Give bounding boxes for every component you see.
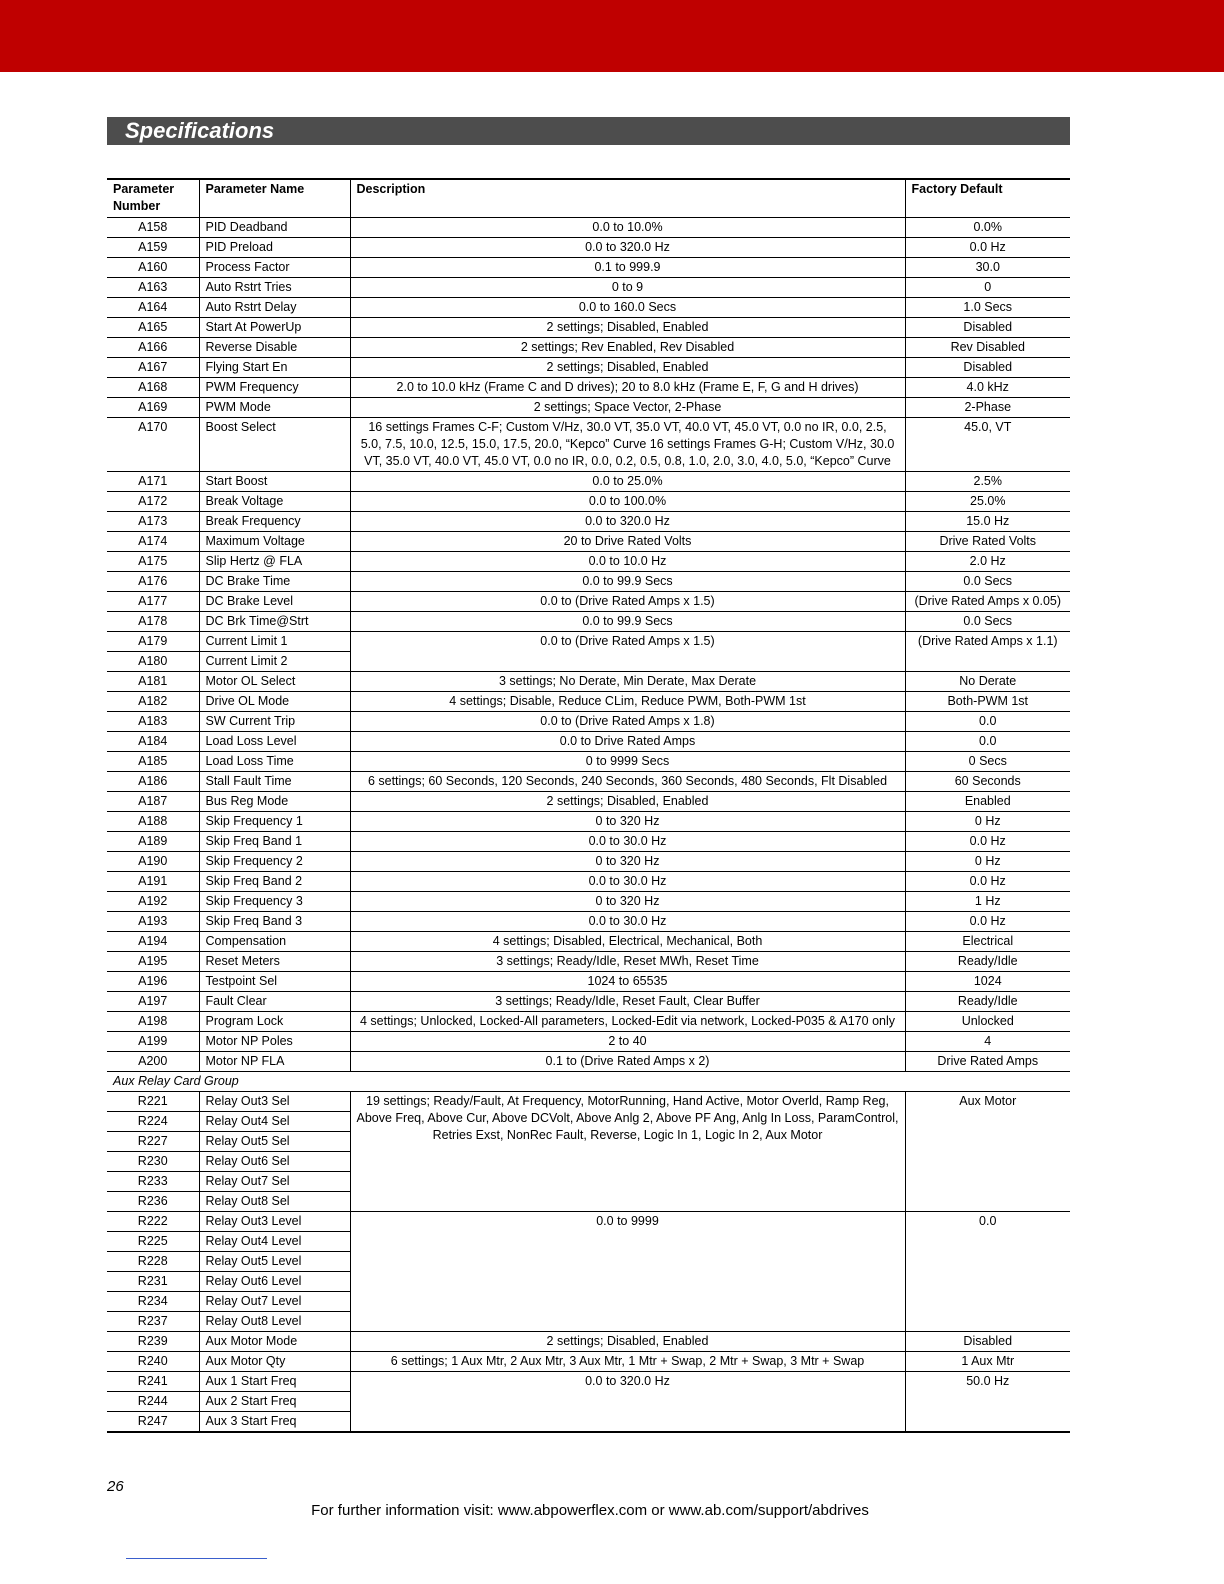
- parameter-description: 0.0 to (Drive Rated Amps x 1.5): [350, 592, 905, 612]
- parameter-name: Program Lock: [199, 1012, 350, 1032]
- parameter-description: 0.0 to 10.0 Hz: [350, 552, 905, 572]
- parameter-description: 19 settings; Ready/Fault, At Frequency, MotorRunning, Hand Active, Motor Overld, Ramp Reg, Above Freq, Above Cur, Above DCVolt, Above Anlg 2, Above PF Ang, Anlg In Loss, ParamControl, Retries Exst, NonRec Fault, Reverse, Logic In 1, Logic In 2, Aux Motor: [350, 1092, 905, 1212]
- parameter-name: PWM Mode: [199, 398, 350, 418]
- parameter-number: A197: [107, 992, 199, 1012]
- parameter-description: 0.0 to 9999: [350, 1212, 905, 1332]
- table-row: [107, 492, 1070, 512]
- factory-default: 0.0 Hz: [905, 832, 1070, 852]
- parameter-name: Maximum Voltage: [199, 532, 350, 552]
- parameter-description: 2 settings; Disabled, Enabled: [350, 358, 905, 378]
- parameter-number: A191: [107, 872, 199, 892]
- parameter-name: Aux Motor Mode: [199, 1332, 350, 1352]
- parameter-name: Relay Out5 Level: [199, 1252, 350, 1272]
- parameter-number: R240: [107, 1352, 199, 1372]
- table-row: [107, 732, 1070, 752]
- table-row: [107, 1052, 1070, 1072]
- parameter-number: R241: [107, 1372, 199, 1392]
- parameter-description: 0.0 to 99.9 Secs: [350, 612, 905, 632]
- parameter-name: Relay Out3 Level: [199, 1212, 350, 1232]
- parameter-number: R228: [107, 1252, 199, 1272]
- parameter-name: Fault Clear: [199, 992, 350, 1012]
- table-row: [107, 672, 1070, 692]
- parameter-number: A181: [107, 672, 199, 692]
- parameter-name: Slip Hertz @ FLA: [199, 552, 350, 572]
- factory-default: 25.0%: [905, 492, 1070, 512]
- factory-default: 0.0: [905, 712, 1070, 732]
- parameter-description: 2.0 to 10.0 kHz (Frame C and D drives); 20 to 8.0 kHz (Frame E, F, G and H drives): [350, 378, 905, 398]
- factory-default: 2.5%: [905, 472, 1070, 492]
- factory-default: Unlocked: [905, 1012, 1070, 1032]
- parameter-number: A184: [107, 732, 199, 752]
- factory-default: 0.0 Hz: [905, 872, 1070, 892]
- parameter-number: A169: [107, 398, 199, 418]
- parameter-description: 0.0 to 160.0 Secs: [350, 298, 905, 318]
- table-row: [107, 752, 1070, 772]
- parameter-name: Break Voltage: [199, 492, 350, 512]
- factory-default: 0.0 Secs: [905, 572, 1070, 592]
- factory-default: 4.0 kHz: [905, 378, 1070, 398]
- factory-default: 2.0 Hz: [905, 552, 1070, 572]
- table-row: [107, 472, 1070, 492]
- table-row: [107, 1372, 1070, 1392]
- parameter-number: R227: [107, 1132, 199, 1152]
- parameter-number: R230: [107, 1152, 199, 1172]
- col-header-parameter-number: Parameter Number: [107, 179, 199, 218]
- parameter-number: A166: [107, 338, 199, 358]
- parameter-number: A188: [107, 812, 199, 832]
- parameter-number: A159: [107, 238, 199, 258]
- parameter-name: Start Boost: [199, 472, 350, 492]
- table-row: [107, 932, 1070, 952]
- parameter-name: Compensation: [199, 932, 350, 952]
- parameter-number: A185: [107, 752, 199, 772]
- parameter-description: 0.0 to 320.0 Hz: [350, 238, 905, 258]
- factory-default: 1.0 Secs: [905, 298, 1070, 318]
- table-row: [107, 318, 1070, 338]
- parameter-number: R225: [107, 1232, 199, 1252]
- table-row: [107, 278, 1070, 298]
- parameter-description: 0.0 to 25.0%: [350, 472, 905, 492]
- footer-text: For further information visit: www.abpowerflex.com or www.ab.com/support/abdrives: [311, 1502, 869, 1519]
- table-row: [107, 358, 1070, 378]
- parameter-description: 0.0 to (Drive Rated Amps x 1.5): [350, 632, 905, 672]
- parameter-name: Start At PowerUp: [199, 318, 350, 338]
- table-row: [107, 1212, 1070, 1232]
- parameter-description: 0.0 to 320.0 Hz: [350, 512, 905, 532]
- factory-default: 1 Aux Mtr: [905, 1352, 1070, 1372]
- factory-default: 30.0: [905, 258, 1070, 278]
- parameter-number: A180: [107, 652, 199, 672]
- parameter-name: Current Limit 2: [199, 652, 350, 672]
- table-row: [107, 418, 1070, 472]
- factory-default: (Drive Rated Amps x 1.1): [905, 632, 1070, 672]
- parameter-number: A192: [107, 892, 199, 912]
- parameter-name: Skip Frequency 3: [199, 892, 350, 912]
- parameter-name: Motor NP FLA: [199, 1052, 350, 1072]
- factory-default: Rev Disabled: [905, 338, 1070, 358]
- parameter-number: A200: [107, 1052, 199, 1072]
- parameter-description: 3 settings; Ready/Idle, Reset MWh, Reset Time: [350, 952, 905, 972]
- col-header-description: Description: [350, 179, 905, 218]
- table-row: [107, 772, 1070, 792]
- table-row: [107, 872, 1070, 892]
- factory-default: (Drive Rated Amps x 0.05): [905, 592, 1070, 612]
- factory-default: 45.0, VT: [905, 418, 1070, 472]
- factory-default: 0.0 Secs: [905, 612, 1070, 632]
- parameter-number: A168: [107, 378, 199, 398]
- parameter-number: A173: [107, 512, 199, 532]
- table-row: [107, 712, 1070, 732]
- parameter-number: R234: [107, 1292, 199, 1312]
- parameter-description: 1024 to 65535: [350, 972, 905, 992]
- parameter-description: 16 settings Frames C-F; Custom V/Hz, 30.0 VT, 35.0 VT, 40.0 VT, 45.0 VT, 0.0 no IR, 0.0, 2.5, 5.0, 7.5, 10.0, 12.5, 15.0, 17.5, 20.0, “Kepco” Curve 16 settings Frames G-H; Custom V/Hz, 30.0 VT, 35.0 VT, 40.0 VT, 45.0 VT, 0.0 no IR, 0.0, 0.2, 0.5, 0.8, 1.0, 2.0, 3.0, 4.0, 5.0, “Kepco” Curve: [350, 418, 905, 472]
- parameter-number: A190: [107, 852, 199, 872]
- factory-default: 0.0%: [905, 218, 1070, 238]
- parameter-number: R224: [107, 1112, 199, 1132]
- factory-default: Disabled: [905, 1332, 1070, 1352]
- parameter-number: R237: [107, 1312, 199, 1332]
- parameter-number: R244: [107, 1392, 199, 1412]
- parameter-number: A158: [107, 218, 199, 238]
- parameter-name: Aux 3 Start Freq: [199, 1412, 350, 1433]
- factory-default: 0: [905, 278, 1070, 298]
- parameter-description: 0.0 to 100.0%: [350, 492, 905, 512]
- factory-default: 15.0 Hz: [905, 512, 1070, 532]
- parameter-name: Motor NP Poles: [199, 1032, 350, 1052]
- factory-default: Aux Motor: [905, 1092, 1070, 1212]
- parameter-description: 3 settings; No Derate, Min Derate, Max Derate: [350, 672, 905, 692]
- parameter-number: A198: [107, 1012, 199, 1032]
- parameter-description: 0.0 to (Drive Rated Amps x 1.8): [350, 712, 905, 732]
- parameter-number: A179: [107, 632, 199, 652]
- parameter-name: DC Brake Time: [199, 572, 350, 592]
- factory-default: Both-PWM 1st: [905, 692, 1070, 712]
- table-row: [107, 1092, 1070, 1112]
- parameter-name: DC Brake Level: [199, 592, 350, 612]
- factory-default: No Derate: [905, 672, 1070, 692]
- parameter-description: 0 to 320 Hz: [350, 892, 905, 912]
- table-row: [107, 632, 1070, 652]
- parameter-name: Process Factor: [199, 258, 350, 278]
- table-row: [107, 512, 1070, 532]
- top-red-bar: [0, 0, 1224, 72]
- parameter-name: Skip Freq Band 1: [199, 832, 350, 852]
- parameter-number: A163: [107, 278, 199, 298]
- table-header-row: [107, 179, 1070, 218]
- parameter-description: 0 to 9999 Secs: [350, 752, 905, 772]
- parameter-description: 2 settings; Disabled, Enabled: [350, 1332, 905, 1352]
- parameter-name: PWM Frequency: [199, 378, 350, 398]
- parameter-name: Relay Out5 Sel: [199, 1132, 350, 1152]
- table-row: [107, 1352, 1070, 1372]
- parameter-description: 2 settings; Disabled, Enabled: [350, 792, 905, 812]
- section-title: Specifications: [107, 117, 1070, 145]
- parameter-description: 4 settings; Unlocked, Locked-All parameters, Locked-Edit via network, Locked-P035 & A170 only: [350, 1012, 905, 1032]
- factory-default: 4: [905, 1032, 1070, 1052]
- factory-default: 1 Hz: [905, 892, 1070, 912]
- parameter-number: A160: [107, 258, 199, 278]
- parameter-number: A193: [107, 912, 199, 932]
- table-row: [107, 572, 1070, 592]
- parameter-name: Relay Out3 Sel: [199, 1092, 350, 1112]
- factory-default: Drive Rated Amps: [905, 1052, 1070, 1072]
- parameter-description: 0.0 to Drive Rated Amps: [350, 732, 905, 752]
- table-row: [107, 218, 1070, 238]
- parameter-name: PID Deadband: [199, 218, 350, 238]
- parameter-description: 0.0 to 99.9 Secs: [350, 572, 905, 592]
- parameter-description: 2 settings; Rev Enabled, Rev Disabled: [350, 338, 905, 358]
- page-number: 26: [107, 1478, 124, 1495]
- table-row: [107, 398, 1070, 418]
- parameter-description: 6 settings; 1 Aux Mtr, 2 Aux Mtr, 3 Aux Mtr, 1 Mtr + Swap, 2 Mtr + Swap, 3 Mtr + Swap: [350, 1352, 905, 1372]
- parameter-number: A196: [107, 972, 199, 992]
- parameter-number: A178: [107, 612, 199, 632]
- parameter-name: Boost Select: [199, 418, 350, 472]
- parameter-name: Aux 2 Start Freq: [199, 1392, 350, 1412]
- factory-default: 0 Hz: [905, 852, 1070, 872]
- parameter-description: 0.0 to 320.0 Hz: [350, 1372, 905, 1433]
- parameter-description: 0.1 to (Drive Rated Amps x 2): [350, 1052, 905, 1072]
- parameter-name: Flying Start En: [199, 358, 350, 378]
- factory-default: Ready/Idle: [905, 992, 1070, 1012]
- parameter-description: 0 to 320 Hz: [350, 852, 905, 872]
- parameter-number: A172: [107, 492, 199, 512]
- table-row: [107, 238, 1070, 258]
- parameter-name: Relay Out6 Level: [199, 1272, 350, 1292]
- parameter-description: 0.0 to 10.0%: [350, 218, 905, 238]
- table-row: [107, 812, 1070, 832]
- table-row: [107, 912, 1070, 932]
- parameter-name: Auto Rstrt Tries: [199, 278, 350, 298]
- parameter-name: SW Current Trip: [199, 712, 350, 732]
- parameter-number: R231: [107, 1272, 199, 1292]
- parameter-description: 0.0 to 30.0 Hz: [350, 912, 905, 932]
- group-row: [107, 1072, 1070, 1092]
- parameter-description: 0.1 to 999.9: [350, 258, 905, 278]
- factory-default: Drive Rated Volts: [905, 532, 1070, 552]
- parameter-name: Relay Out6 Sel: [199, 1152, 350, 1172]
- parameter-description: 2 to 40: [350, 1032, 905, 1052]
- table-row: [107, 298, 1070, 318]
- parameter-number: R247: [107, 1412, 199, 1433]
- factory-default: 0 Hz: [905, 812, 1070, 832]
- table-row: [107, 952, 1070, 972]
- factory-default: 50.0 Hz: [905, 1372, 1070, 1433]
- parameter-name: Reset Meters: [199, 952, 350, 972]
- parameter-name: Skip Frequency 1: [199, 812, 350, 832]
- parameter-number: A171: [107, 472, 199, 492]
- factory-default: 0.0 Hz: [905, 912, 1070, 932]
- parameter-name: Current Limit 1: [199, 632, 350, 652]
- parameter-number: A164: [107, 298, 199, 318]
- parameter-name: Break Frequency: [199, 512, 350, 532]
- table-row: [107, 792, 1070, 812]
- parameter-name: Aux 1 Start Freq: [199, 1372, 350, 1392]
- table-row: [107, 1012, 1070, 1032]
- factory-default: 60 Seconds: [905, 772, 1070, 792]
- parameter-description: 4 settings; Disable, Reduce CLim, Reduce PWM, Both-PWM 1st: [350, 692, 905, 712]
- parameter-description: 0.0 to 30.0 Hz: [350, 832, 905, 852]
- col-header-parameter-name: Parameter Name: [199, 179, 350, 218]
- parameter-name: Motor OL Select: [199, 672, 350, 692]
- factory-default: Ready/Idle: [905, 952, 1070, 972]
- factory-default: 0.0 Hz: [905, 238, 1070, 258]
- parameter-name: Auto Rstrt Delay: [199, 298, 350, 318]
- parameter-number: A187: [107, 792, 199, 812]
- parameter-description: 20 to Drive Rated Volts: [350, 532, 905, 552]
- table-row: [107, 692, 1070, 712]
- parameter-number: A194: [107, 932, 199, 952]
- parameter-name: Skip Frequency 2: [199, 852, 350, 872]
- parameter-description: 4 settings; Disabled, Electrical, Mechanical, Both: [350, 932, 905, 952]
- parameter-name: Relay Out7 Sel: [199, 1172, 350, 1192]
- parameter-number: A186: [107, 772, 199, 792]
- factory-default: 0 Secs: [905, 752, 1070, 772]
- table-body: [107, 218, 1070, 1433]
- factory-default: 1024: [905, 972, 1070, 992]
- parameter-number: R239: [107, 1332, 199, 1352]
- parameter-description: 0 to 9: [350, 278, 905, 298]
- parameter-number: A182: [107, 692, 199, 712]
- table-row: [107, 972, 1070, 992]
- table-row: [107, 852, 1070, 872]
- parameter-name: PID Preload: [199, 238, 350, 258]
- parameter-name: Stall Fault Time: [199, 772, 350, 792]
- parameter-name: Bus Reg Mode: [199, 792, 350, 812]
- parameter-name: Relay Out4 Sel: [199, 1112, 350, 1132]
- parameter-description: 3 settings; Ready/Idle, Reset Fault, Clear Buffer: [350, 992, 905, 1012]
- factory-default: 0.0: [905, 1212, 1070, 1332]
- factory-default: Disabled: [905, 318, 1070, 338]
- table-row: [107, 258, 1070, 278]
- parameter-name: Testpoint Sel: [199, 972, 350, 992]
- factory-default: 2-Phase: [905, 398, 1070, 418]
- factory-default: Disabled: [905, 358, 1070, 378]
- parameter-number: A195: [107, 952, 199, 972]
- parameter-description: 6 settings; 60 Seconds, 120 Seconds, 240 Seconds, 360 Seconds, 480 Seconds, Flt Disabled: [350, 772, 905, 792]
- parameter-description: 0 to 320 Hz: [350, 812, 905, 832]
- table-row: [107, 592, 1070, 612]
- parameter-name: Load Loss Level: [199, 732, 350, 752]
- parameter-name: Relay Out7 Level: [199, 1292, 350, 1312]
- table-row: [107, 892, 1070, 912]
- factory-default: Enabled: [905, 792, 1070, 812]
- parameter-number: A183: [107, 712, 199, 732]
- parameter-number: A189: [107, 832, 199, 852]
- parameter-name: Skip Freq Band 2: [199, 872, 350, 892]
- table-row: [107, 1032, 1070, 1052]
- parameter-number: R221: [107, 1092, 199, 1112]
- specifications-table: [107, 178, 1070, 1433]
- parameter-number: A170: [107, 418, 199, 472]
- table-row: [107, 378, 1070, 398]
- parameter-number: A167: [107, 358, 199, 378]
- parameter-name: Reverse Disable: [199, 338, 350, 358]
- parameter-number: A199: [107, 1032, 199, 1052]
- table-row: [107, 532, 1070, 552]
- parameter-number: A176: [107, 572, 199, 592]
- table-row: [107, 832, 1070, 852]
- table-row: [107, 1332, 1070, 1352]
- parameter-number: A165: [107, 318, 199, 338]
- parameter-number: A175: [107, 552, 199, 572]
- table-row: [107, 552, 1070, 572]
- parameter-description: 2 settings; Space Vector, 2-Phase: [350, 398, 905, 418]
- parameter-number: R222: [107, 1212, 199, 1232]
- parameter-name: Drive OL Mode: [199, 692, 350, 712]
- group-label: Aux Relay Card Group: [107, 1072, 1070, 1092]
- col-header-factory-default: Factory Default: [905, 179, 1070, 218]
- parameter-description: 2 settings; Disabled, Enabled: [350, 318, 905, 338]
- parameter-number: A177: [107, 592, 199, 612]
- table-row: [107, 338, 1070, 358]
- factory-default: Electrical: [905, 932, 1070, 952]
- footer-link-underline: [126, 1558, 267, 1559]
- parameter-description: 0.0 to 30.0 Hz: [350, 872, 905, 892]
- factory-default: 0.0: [905, 732, 1070, 752]
- table-row: [107, 612, 1070, 632]
- parameter-name: DC Brk Time@Strt: [199, 612, 350, 632]
- parameter-number: R233: [107, 1172, 199, 1192]
- parameter-name: Relay Out8 Sel: [199, 1192, 350, 1212]
- parameter-number: R236: [107, 1192, 199, 1212]
- parameter-number: A174: [107, 532, 199, 552]
- parameter-name: Relay Out4 Level: [199, 1232, 350, 1252]
- parameter-name: Aux Motor Qty: [199, 1352, 350, 1372]
- parameter-name: Relay Out8 Level: [199, 1312, 350, 1332]
- parameter-name: Load Loss Time: [199, 752, 350, 772]
- parameter-name: Skip Freq Band 3: [199, 912, 350, 932]
- table-row: [107, 992, 1070, 1012]
